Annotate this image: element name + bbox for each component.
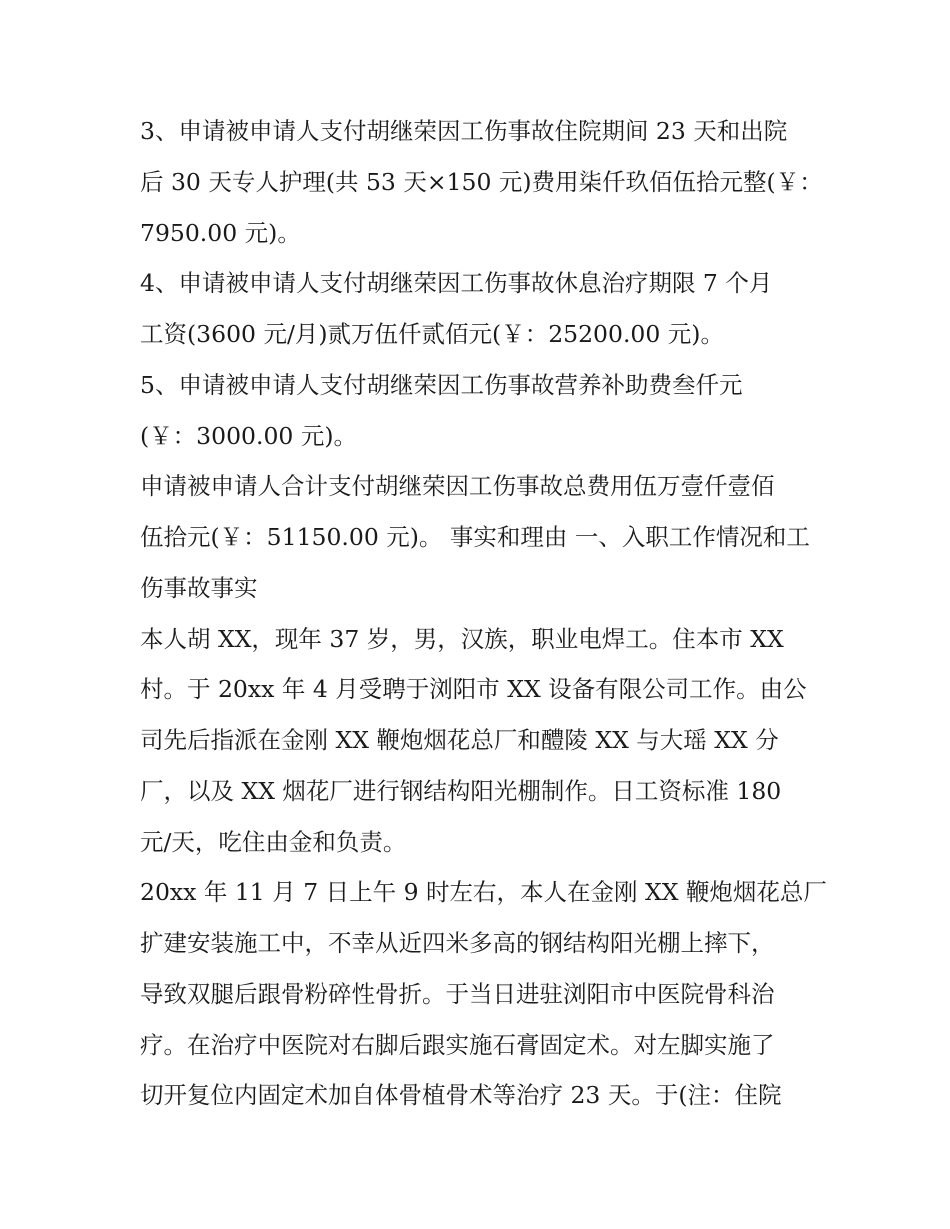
text-line: 伍拾元(￥：51150.00 元)。 事实和理由 一、入职工作情况和工 bbox=[140, 523, 810, 551]
text-line: 伤事故事实 bbox=[140, 573, 258, 602]
text-line: (￥：3000.00 元)。 bbox=[140, 421, 357, 450]
text-line: 4、申请被申请人支付胡继荣因工伤事故休息治疗期限 7 个月 bbox=[140, 269, 773, 298]
text-line: 厂，以及 XX 烟花厂进行钢结构阳光棚制作。日工资标准 180 bbox=[140, 776, 782, 805]
text-line: 扩建安装施工中，不幸从近四米多高的钢结构阳光棚上摔下， bbox=[140, 929, 775, 957]
text-line: 后 30 天专人护理(共 53 天×150 元)费用柒仟玖佰伍拾元整(￥： bbox=[140, 167, 823, 196]
text-line: 疗。在治疗中医院对右脚后跟实施石膏固定术。对左脚实施了 bbox=[140, 1030, 775, 1059]
text-line: 导致双腿后跟骨粉碎性骨折。于当日进驻浏阳市中医院骨科治 bbox=[140, 979, 775, 1008]
document-body bbox=[140, 106, 827, 1121]
text-line: 申请被申请人合计支付胡继荣因工伤事故总费用伍万壹仟壹佰 bbox=[140, 472, 775, 501]
text-line: 切开复位内固定术加自体骨植骨术等治疗 23 天。于(注：住院 bbox=[140, 1081, 782, 1110]
text-line: 3、申请被申请人支付胡继荣因工伤事故住院期间 23 天和出院 bbox=[140, 117, 788, 145]
text-line: 村。于 20xx 年 4 月受聘于浏阳市 XX 设备有限公司工作。由公 bbox=[140, 675, 807, 704]
text-line: 20xx 年 11 月 7 日上午 9 时左右，本人在金刚 XX 鞭炮烟花总厂 bbox=[140, 878, 827, 907]
text-line: 7950.00 元)。 bbox=[140, 218, 301, 247]
text-line: 5、申请被申请人支付胡继荣因工伤事故营养补助费叁仟元 bbox=[140, 370, 743, 399]
text-line: 工资(3600 元/月)贰万伍仟贰佰元(￥：25200.00 元)。 bbox=[140, 320, 724, 348]
text-line: 司先后指派在金刚 XX 鞭炮烟花总厂和醴陵 XX 与大瑶 XX 分 bbox=[140, 726, 779, 754]
text-line: 本人胡 XX，现年 37 岁，男，汉族，职业电焊工。住本市 XX bbox=[140, 624, 784, 653]
text-line: 元/天，吃住由金和负责。 bbox=[140, 827, 407, 856]
